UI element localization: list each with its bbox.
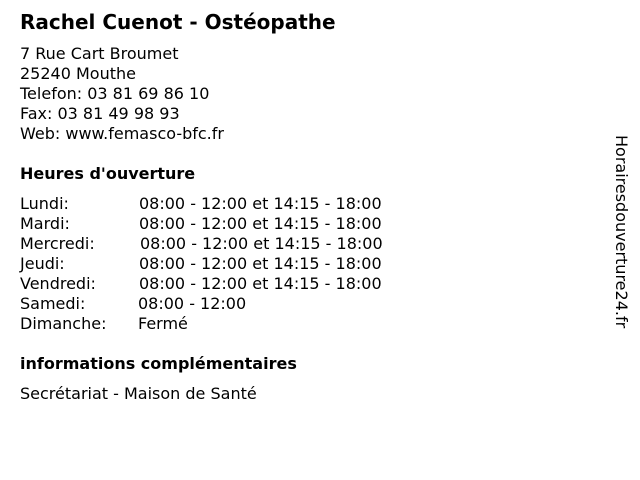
additional-info-heading: informations complémentaires — [20, 354, 297, 373]
opening-hours-heading: Heures d'ouverture — [20, 164, 196, 183]
fax-number: Fax: 03 81 49 98 93 — [20, 104, 180, 123]
hours-row-tuesday — [20, 214, 440, 234]
hours-row-thursday — [20, 254, 440, 274]
day-label: Samedi: — [20, 294, 86, 313]
website-link[interactable]: Web: www.femasco-bfc.fr — [20, 124, 224, 143]
day-label: Mercredi: — [20, 234, 95, 253]
hours-row-saturday — [20, 294, 440, 314]
time-value: 08:00 - 12:00 et 14:15 - 18:00 — [139, 214, 382, 233]
business-title: Rachel Cuenot - Ostéopathe — [20, 10, 336, 34]
watermark-text: Horairesdouverture24.fr — [612, 135, 631, 329]
time-value: 08:00 - 12:00 — [138, 294, 247, 313]
time-value: 08:00 - 12:00 et 14:15 - 18:00 — [139, 254, 382, 273]
day-label: Vendredi: — [20, 274, 96, 293]
hours-row-monday — [20, 194, 440, 214]
time-value: 08:00 - 12:00 et 14:15 - 18:00 — [139, 194, 382, 213]
time-value: 08:00 - 12:00 et 14:15 - 18:00 — [139, 274, 382, 293]
opening-hours-list — [20, 194, 440, 334]
day-label: Mardi: — [20, 214, 70, 233]
contact-details — [20, 44, 224, 144]
street-address: 7 Rue Cart Broumet — [20, 44, 179, 63]
phone-number: Telefon: 03 81 69 86 10 — [20, 84, 210, 103]
site-watermark — [612, 135, 632, 345]
day-label: Dimanche: — [20, 314, 107, 333]
time-value: 08:00 - 12:00 et 14:15 - 18:00 — [140, 234, 383, 253]
hours-row-sunday — [20, 314, 440, 334]
additional-info-text: Secrétariat - Maison de Santé — [20, 384, 257, 403]
city-address: 25240 Mouthe — [20, 64, 136, 83]
day-label: Jeudi: — [20, 254, 65, 273]
hours-row-friday — [20, 274, 440, 294]
day-label: Lundi: — [20, 194, 69, 213]
time-value: Fermé — [138, 314, 188, 333]
hours-row-wednesday — [20, 234, 440, 254]
